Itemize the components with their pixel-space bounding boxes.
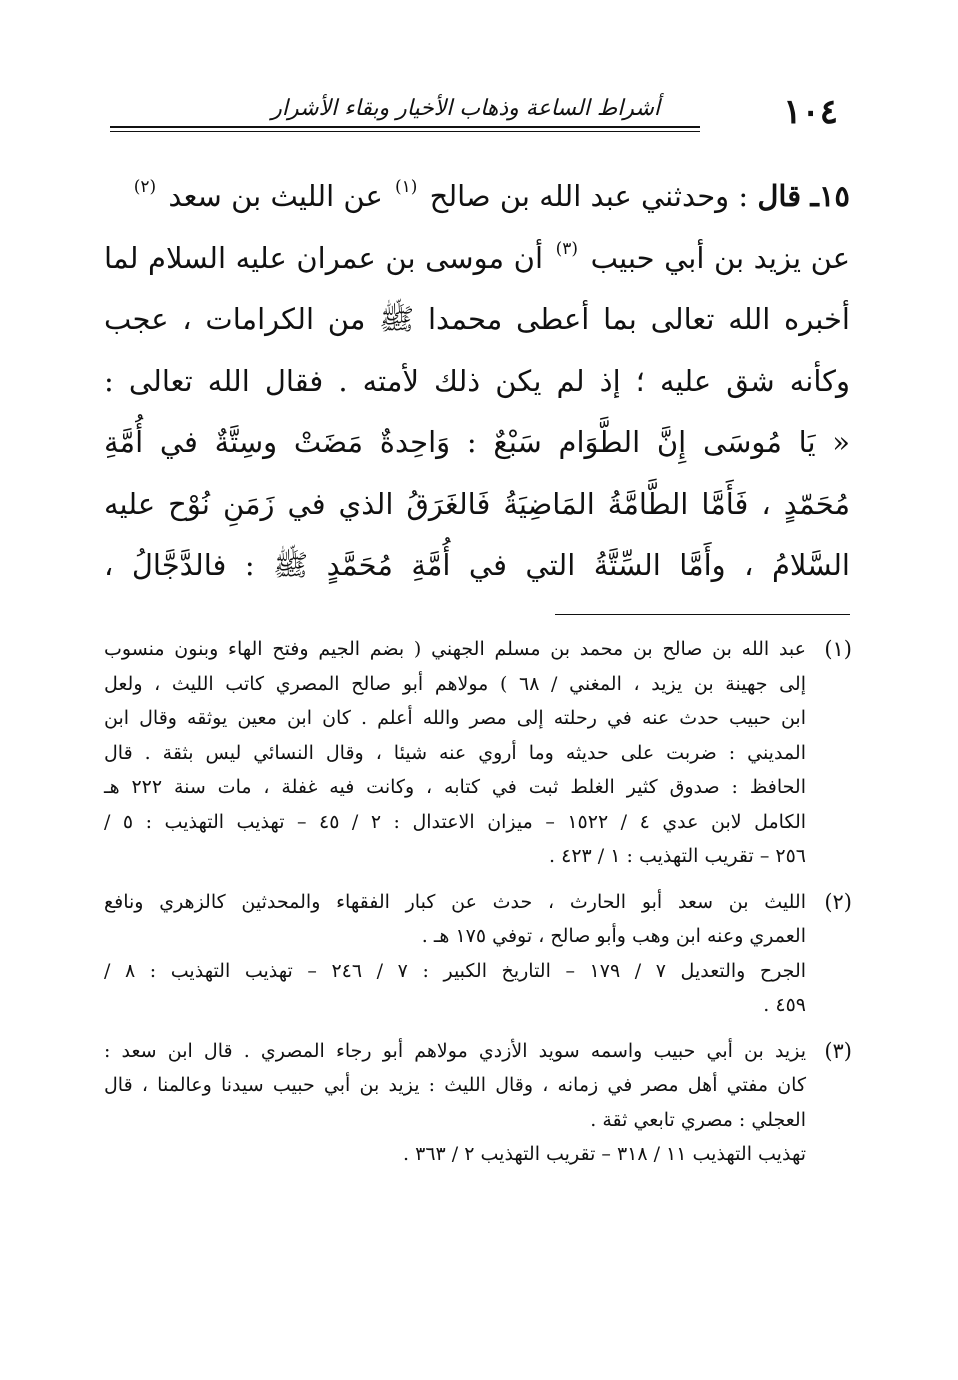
footnote-number: (٢) bbox=[824, 889, 852, 914]
main-line: مُحَمّدٍ ، فَأَمَّا الطَّامَّةُ المَاضِيَةُ فَالغَرَقُ الذي في زَمَنِ نُوْح عليه bbox=[104, 486, 850, 521]
footnote-line: الكامل لابن عدي ٤ / ١٥٢٢ – ميزان الاعتدال : ٢ / ٤٥ – تهذيب التهذيب : ٥ / bbox=[104, 810, 807, 833]
main-text bbox=[104, 166, 850, 597]
footnote bbox=[104, 1034, 852, 1172]
footnote-ref[interactable]: (٢) bbox=[133, 177, 157, 197]
footnote-line: الليث بن سعد أبو الحارث ، حدث عن كبار الفقهاء والمحدثين كالزهري ونافع bbox=[104, 890, 806, 913]
header-rule-thin bbox=[110, 131, 700, 132]
footnote-separator bbox=[555, 614, 850, 615]
main-line bbox=[104, 228, 850, 290]
footnotes bbox=[104, 632, 852, 1183]
page-header bbox=[110, 88, 850, 138]
footnote-line: العجلي : مصري تابعي ثقة . bbox=[590, 1108, 806, 1131]
footnote-line: ابن حبيب حدث عنه في رحلته إلى مصر والله أعلم . كان ابن معين يوثقه وقال ابن bbox=[104, 707, 806, 729]
footnote-line: الجرح والتعديل ٧ / ١٧٩ – التاريخ الكبير : ٧ / ٢٤٦ – تهذيب التهذيب : ٨ / bbox=[104, 959, 807, 982]
qal-word: قال bbox=[757, 179, 802, 213]
footnote-body bbox=[104, 632, 806, 874]
main-text-segment: : وحدثني عبد الله بن صالح bbox=[429, 179, 749, 213]
main-text-segment: أن موسى بن عمران عليه السلام لما bbox=[104, 240, 544, 275]
footnote-line: عبد الله بن صالح بن محمد بن مسلم الجهني ( بضم الجيم وفتح الهاء وبنون منسوب bbox=[104, 638, 806, 660]
main-line: وكأنه شق عليه ؛ إذ لم يكن ذلك لأمته . فقال الله تعالى : bbox=[104, 363, 850, 398]
footnote-body bbox=[104, 885, 806, 1023]
main-text-segment: عن يزيد بن أبي حبيب bbox=[590, 240, 851, 275]
footnote-line: العمري وعنه ابن وهب وأبو صالح ، توفي ١٧٥ هـ . bbox=[421, 925, 806, 947]
footnote-line: ٢٥٦ – تقريب التهذيب : ١ / ٤٢٣ . bbox=[549, 845, 806, 867]
footnote-line: كان مفتي أهل مصر في زمانه ، وقال الليث : يزيد بن أبي حبيب سيدنا وعالمنا ، قال bbox=[104, 1074, 806, 1096]
footnote bbox=[104, 632, 852, 874]
main-line: أخبره الله تعالى بما أعطى محمدا ﷺ من الكرامات ، عجب bbox=[104, 302, 850, 336]
footnote-line: ٤٥٩ . bbox=[763, 994, 806, 1016]
footnote-line: الحافظ : صدوق كثير الغلط ثبت في كتابه ، وكانت فيه غفلة ، مات سنة ٢٢٢ هـ bbox=[104, 776, 806, 798]
main-text-segment: عن الليث بن سعد bbox=[168, 179, 383, 213]
footnote-line: المديني : ضربت على حديثه وما أروي عنه شيئا ، وقال النسائي ليس بثقة . قال bbox=[104, 741, 806, 764]
item-number: ١٥ـ bbox=[810, 179, 850, 213]
footnote-ref[interactable]: (١) bbox=[394, 177, 418, 197]
footnote-ref[interactable]: (٣) bbox=[555, 238, 579, 259]
footnote-line: تهذيب التهذيب ١١ / ٣١٨ – تقريب التهذيب ٢ / ٣٦٣ . bbox=[403, 1143, 806, 1165]
header-rule bbox=[110, 126, 700, 128]
footnote-body bbox=[104, 1034, 806, 1172]
main-line: « يَا مُوسَى إِنَّ الطَّوَام سَبْعٌ : وَاحِدةٌ مَضَتْ وسِتَّةٌ في أُمَّةِ bbox=[104, 425, 850, 459]
running-title: أشراط الساعة وذهاب الأخيار وبقاء الأشرار bbox=[271, 96, 660, 121]
footnote-line: يزيد بن أبي حبيب واسمه سويد الأزدي مولاهم أبو رجاء المصري . قال ابن سعد : bbox=[104, 1039, 806, 1062]
main-line: السَّلامُ ، وأَمَّا السِّتَّةُ التي في أُمَّةِ مُحَمَّدٍ ﷺ : فالدَّجَّالُ ، bbox=[104, 548, 850, 582]
footnote-line: إلى جهينة بن يزيد ، المغني / ٦٨ ) مولاهم أبو صالح المصري كاتب الليث ، ولعل bbox=[104, 672, 806, 695]
footnote-number: (١) bbox=[824, 637, 852, 661]
main-line bbox=[104, 166, 850, 228]
page-number: ١٠٤ bbox=[783, 92, 838, 132]
footnote bbox=[104, 885, 852, 1023]
footnote-number: (٣) bbox=[824, 1038, 852, 1063]
